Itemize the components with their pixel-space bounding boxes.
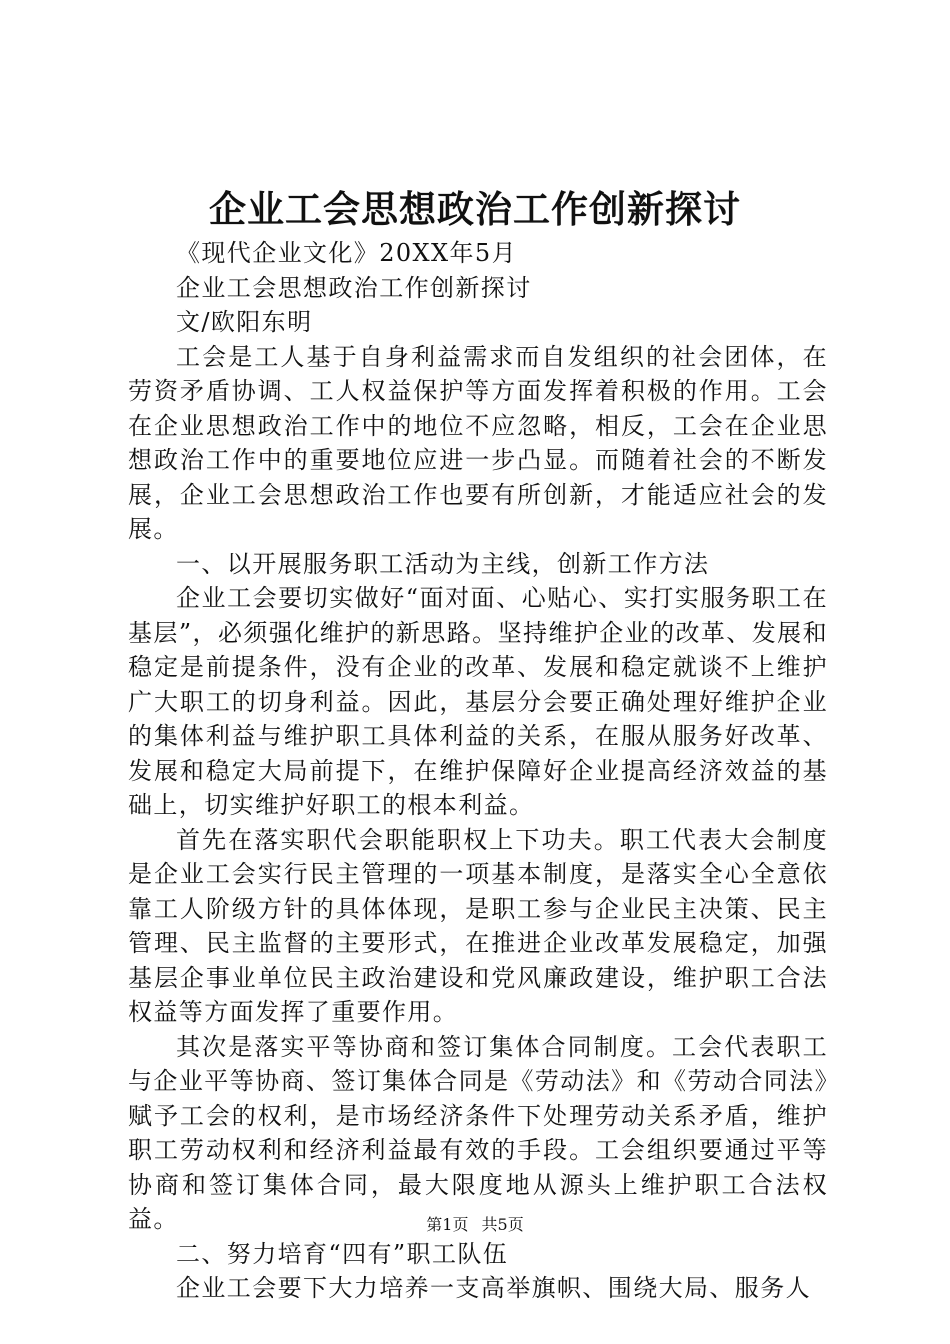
- source-line: 《现代企业文化》20XX年5月: [176, 239, 517, 267]
- subtitle-line: 企业工会思想政治工作创新探讨: [176, 273, 532, 302]
- section-heading: 一、以开展服务职工活动为主线，创新工作方法: [176, 549, 710, 578]
- page-number: 第1页: [426, 1215, 469, 1234]
- page-footer: [0, 1213, 950, 1237]
- section-heading: 二、努力培育“四有”职工队伍: [176, 1239, 509, 1268]
- paragraph: 企业工会要切实做好“面对面、心贴心、实打实服务职工在基层”，必须强化维护的新思路。坚持维护企业的改革、发展和稳定是前提条件，没有企业的改革、发展和稳定就谈不上维护广大职工的切身利益。因此，基层分会要正确处理好维护企业的集体利益与维护职工具体利益的关系，在服从服务好改革、发展和稳定大局前提下，在维护保障好企业提高经济效益的基础上，切实维护好职工的根本利益。: [128, 584, 828, 819]
- paragraph: 首先在落实职代会职能职权上下功夫。职工代表大会制度是企业工会实行民主管理的一项基本制度，是落实全心全意依靠工人阶级方针的具体体现，是职工参与企业民主决策、民主管理、民主监督的主要形式，在推进企业改革发展稳定，加强基层企事业单位民主政治建设和党风廉政建设，维护职工合法权益等方面发挥了重要作用。: [128, 825, 828, 1026]
- document-title: 企业工会思想政治工作创新探讨: [209, 187, 741, 231]
- paragraph: 工会是工人基于自身利益需求而自发组织的社会团体，在劳资矛盾协调、工人权益保护等方面发挥着积极的作用。工会在企业思想政治工作中的地位不应忽略，相反，工会在企业思想政治工作中的重要地位应进一步凸显。而随着社会的不断发展，企业工会思想政治工作也要有所创新，才能适应社会的发展。: [128, 342, 828, 543]
- author-line: 文/欧阳东明: [176, 308, 313, 336]
- paragraph: 企业工会要下大力培养一支高举旗帜、围绕大局、服务人: [176, 1274, 811, 1302]
- paragraph: 其次是落实平等协商和签订集体合同制度。工会代表职工与企业平等协商、签订集体合同是《劳动法》和《劳动合同法》赋予工会的权利，是市场经济条件下处理劳动关系矛盾，维护职工劳动权利和经济利益最有效的手段。工会组织要通过平等协商和签订集体合同，最大限度地从源头上维护职工合法权益。: [128, 1032, 828, 1233]
- page-total: 共5页: [481, 1215, 524, 1234]
- document-body: [128, 236, 828, 1306]
